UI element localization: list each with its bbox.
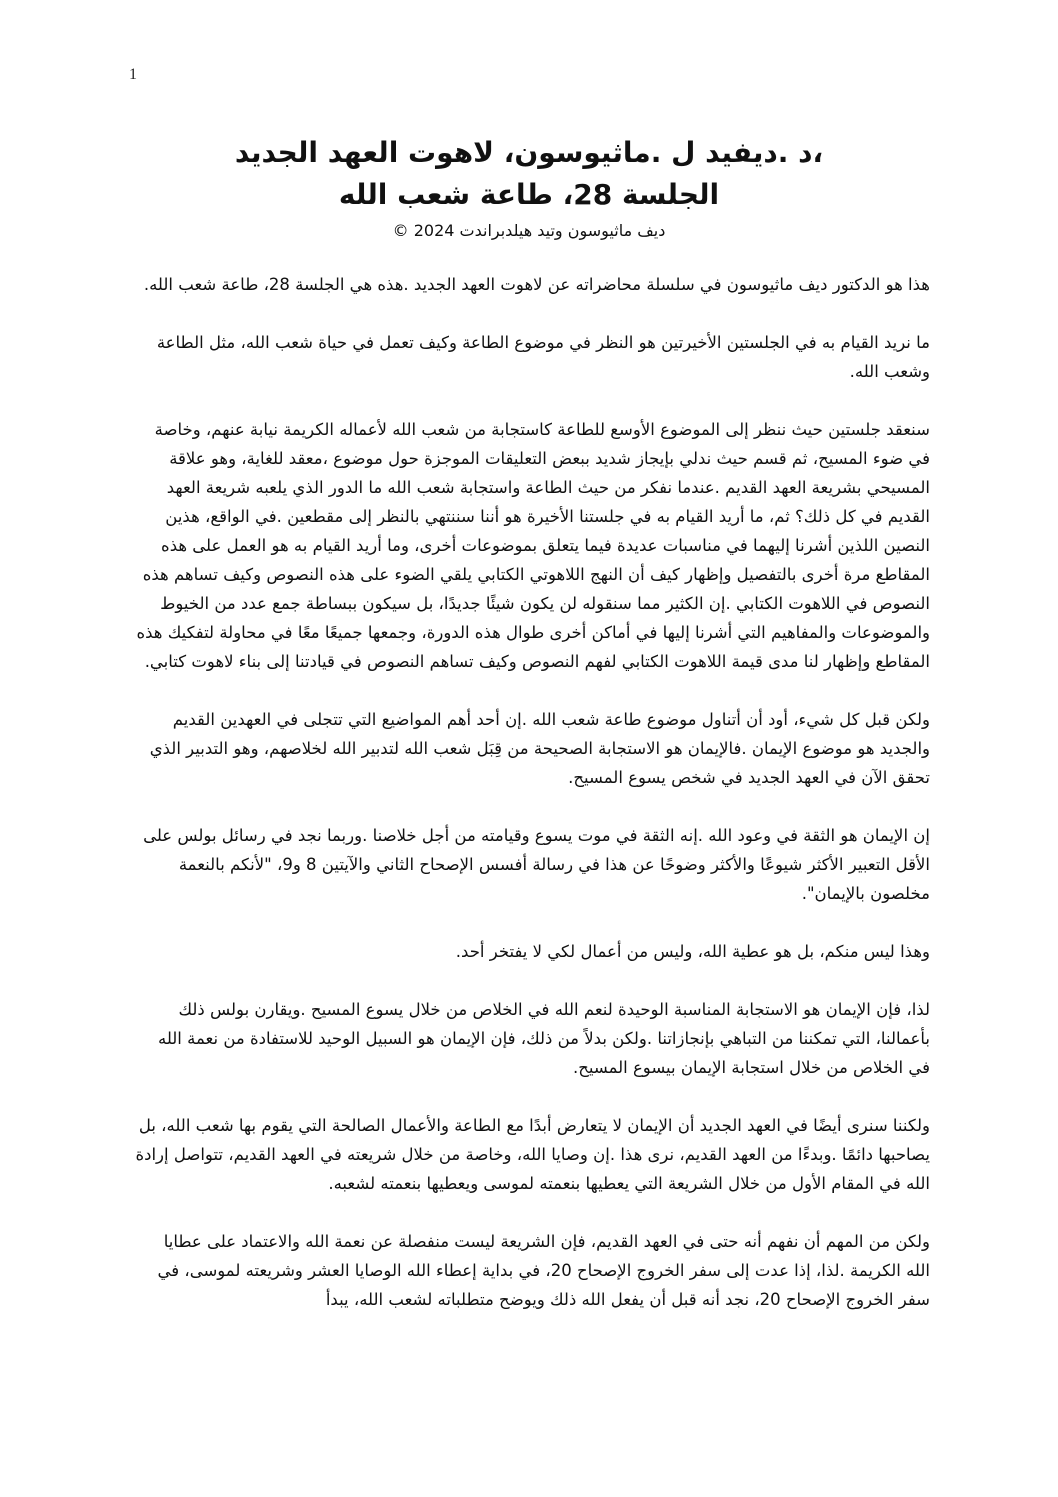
- paragraph-gift: وهذا ليس منكم، بل هو عطية الله، وليس من أعمال لكي لا يفتخر أحد.: [455, 942, 930, 961]
- paragraph-purpose: ما نريد القيام به في الجلستين الأخيرتين هو النظر في موضوع الطاعة وكيف تعمل في حياة شعب الله، مثل الطاعة وشعب الله.: [156, 333, 930, 381]
- document-body: [135, 270, 930, 1343]
- document-header: [130, 132, 928, 244]
- document-title-line-2: الجلسة 28، طاعة شعب الله: [338, 178, 720, 211]
- copyright-notice: ديف ماثيوسون وتيد هيلدبراندت 2024 ©: [392, 221, 666, 240]
- paragraph-response: لذا، فإن الإيمان هو الاستجابة المناسبة الوحيدة لنعم الله في الخلاص من خلال يسوع المسيح .ويقارن بولس ذلك بأعمالنا، التي تمكننا من التباهي بإنجازاتنا .ولكن بدلاً من ذلك، فإن الإيمان هو السبيل الوحيد للاستفادة من نعمة الله في الخلاص من خلال استجابة الإيمان بيسوع المسيح.: [157, 1000, 930, 1077]
- page-number: 1: [129, 66, 137, 83]
- paragraph-overview: سنعقد جلستين حيث ننظر إلى الموضوع الأوسع للطاعة كاستجابة من شعب الله لأعماله الكريمة نيابة عنهم، وخاصة في ضوء المسيح، ثم قسم حيث ندلي بإيجاز شديد ببعض التعليقات الموجزة حول موضوع ،معقد للغاية، وهو علاقة المسيحي بشريعة العهد القديم .عندما نفكر من حيث الطاعة واستجابة شعب الله ما الدور الذي يلعبه شريعة العهد القديم في كل ذلك؟ ثم، ما أريد القيام به في جلستنا الأخيرة هو أننا سننتهي بالنظر إلى مقطعين .في الواقع، هذين النصين اللذين أشرنا إليهما في مناسبات عديدة فيما يتعلق بموضوعات أخرى، وما أريد القيام به هو العمل على هذه المقاطع مرة أخرى بالتفصيل وإظهار كيف أن النهج اللاهوتي الكتابي يلقي الضوء على هذه النصوص وكيف تساهم هذه النصوص في اللاهوت الكتابي .إن الكثير مما سنقوله لن يكون شيئًا جديدًا، بل سيكون ببساطة جمع عدد من الخيوط والموضوعات والمفاهيم التي أشرنا إليها في أماكن أخرى طوال هذه الدورة، وجمعها جميعًا معًا في محاولة لتفكيك هذه المقاطع وإظهار لنا مدى قيمة اللاهوت الكتابي لفهم النصوص وكيف تساهم النصوص في قيادتنا إلى بناء لاهوت كتابي.: [136, 420, 930, 671]
- paragraph-trust: إن الإيمان هو الثقة في وعود الله .إنه الثقة في موت يسوع وقيامته من أجل خلاصنا .وربما نجد في رسائل بولس على الأقل التعبير الأكثر شيوعًا والأكثر وضوحًا عن هذا في رسالة أفسس الإصحاح الثاني والآيتين 8 و9، "لأنكم بالنعمة مخلصون بالإيمان".: [143, 826, 930, 903]
- paragraph-law: ولكن من المهم أن نفهم أنه حتى في العهد القديم، فإن الشريعة ليست منفصلة عن نعمة الله والاعتماد على عطايا الله الكريمة .لذا، إذا عدت إلى سفر الخروج الإصحاح 20، في بداية إعطاء الله الوصايا العشر وشريعته لموسى، في سفر الخروج الإصحاح 20، نجد أنه قبل أن يفعل الله ذلك ويوضح متطلباته لشعب الله، يبدأ: [157, 1232, 930, 1309]
- paragraph-faith: ولكن قبل كل شيء، أود أن أتناول موضوع طاعة شعب الله .إن أحد أهم المواضيع التي تتجلى في العهدين القديم والجديد هو موضوع الإيمان .فالإيمان هو الاستجابة الصحيحة من قِبَل شعب الله لتدبير الله لخلاصهم، وهو التدبير الذي تحقق الآن في العهد الجديد في شخص يسوع المسيح.: [149, 710, 930, 787]
- paragraph-intro: هذا هو الدكتور ديف ماثيوسون في سلسلة محاضراته عن لاهوت العهد الجديد .هذه هي الجلسة 28، طاعة شعب الله.: [143, 275, 930, 294]
- paragraph-obedience: ولكننا سنرى أيضًا في العهد الجديد أن الإيمان لا يتعارض أبدًا مع الطاعة والأعمال الصالحة التي يقوم بها شعب الله، بل يصاحبها دائمًا .وبدءًا من العهد القديم، نرى هذا .إن وصايا الله، وخاصة من خلال شريعته في العهد القديم، تتواصل إرادة الله في المقام الأول من خلال الشريعة التي يعطيها بنعمته لموسى ويعطيها بنعمته لشعبه.: [135, 1116, 930, 1193]
- document-title-line-1: ،د .ديفيد ل .ماثيوسون، لاهوت العهد الجديد: [234, 136, 824, 169]
